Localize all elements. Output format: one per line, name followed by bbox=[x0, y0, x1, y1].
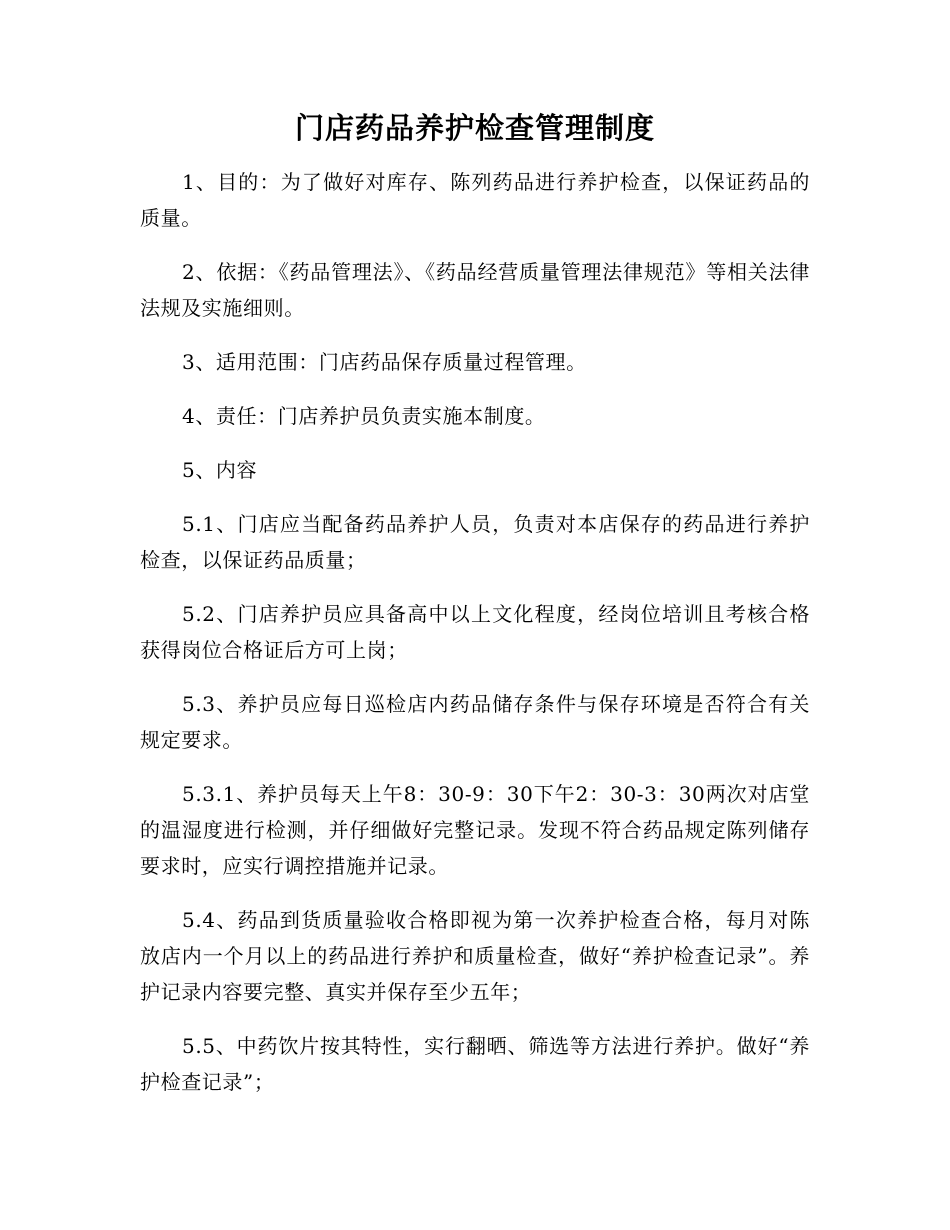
paragraph-responsibility: 4、责任：门店养护员负责实施本制度。 bbox=[182, 404, 546, 428]
paragraph-5-1: 5.1、门店应当配备药品养护人员，负责对本店保存的药品进行养护检查，以保证药品质量； bbox=[140, 512, 810, 572]
paragraph-purpose: 1、目的：为了做好对库存、陈列药品进行养护检查，以保证药品的质量。 bbox=[140, 170, 810, 230]
paragraph-scope: 3、适用范围：门店药品保存质量过程管理。 bbox=[182, 350, 587, 374]
paragraph-5-5: 5.5、中药饮片按其特性，实行翻晒、筛选等方法进行养护。做好“养护检查记录”； bbox=[140, 1034, 810, 1094]
paragraph-basis: 2、依据：《药品管理法》、《药品经营质量管理法律规范》等相关法律法规及实施细则。 bbox=[140, 260, 810, 320]
paragraph-content-heading: 5、内容 bbox=[182, 458, 258, 482]
paragraph-5-3-1: 5.3.1、养护员每天上午8：30-9：30下午2：30-3：30两次对店堂的温湿度进行检测，并仔细做好完整记录。发现不符合药品规定陈列储存要求时，应实行调控措施并记录。 bbox=[140, 782, 810, 878]
document-title: 门店药品养护检查管理制度 bbox=[294, 111, 655, 145]
paragraph-5-3: 5.3、养护员应每日巡检店内药品储存条件与保存环境是否符合有关规定要求。 bbox=[140, 692, 810, 752]
paragraph-5-2: 5.2、门店养护员应具备高中以上文化程度，经岗位培训且考核合格获得岗位合格证后方可上岗； bbox=[140, 602, 810, 662]
paragraph-5-4: 5.4、药品到货质量验收合格即视为第一次养护检查合格，每月对陈放店内一个月以上的药品进行养护和质量检查，做好“养护检查记录”。养护记录内容要完整、真实并保存至少五年； bbox=[140, 908, 810, 1004]
document-body bbox=[140, 164, 810, 1118]
